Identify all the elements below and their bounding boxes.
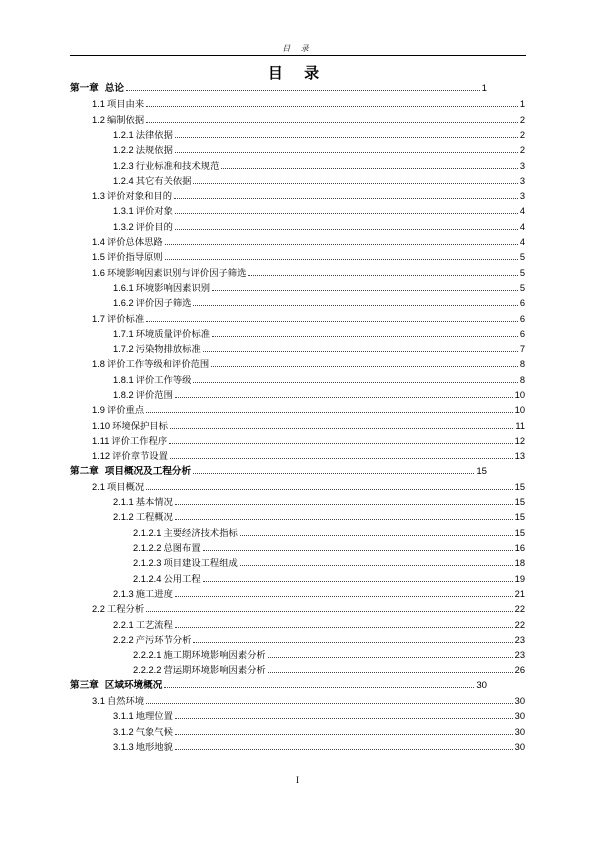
- toc-entry-page: 15: [514, 481, 525, 492]
- toc-entry-number: 1.1: [92, 99, 105, 110]
- toc-entry-title: 评价指导原则: [106, 252, 163, 264]
- toc-entry[interactable]: [92, 403, 525, 417]
- toc-entry[interactable]: [92, 694, 525, 708]
- dot-leader: [175, 749, 513, 750]
- toc-entry-page: 8: [519, 374, 525, 385]
- toc-entry[interactable]: [92, 312, 525, 326]
- dot-leader: [126, 90, 480, 91]
- dot-leader: [146, 412, 513, 413]
- toc-entry-title: 法律依据: [135, 129, 173, 141]
- toc-entry[interactable]: [113, 510, 525, 524]
- toc-entry-title: 环境质量评价标准: [135, 328, 211, 340]
- toc-entry-page: 13: [514, 451, 525, 462]
- toc-entry-number: 1.9: [92, 405, 105, 416]
- toc-entry[interactable]: [133, 648, 525, 662]
- dot-leader: [146, 321, 518, 322]
- toc-entry-page: 4: [519, 206, 525, 217]
- toc-entry[interactable]: [113, 174, 525, 188]
- toc-entry-title: 评价工作程序: [111, 435, 168, 447]
- toc-entry-page: 21: [514, 588, 525, 599]
- toc-entry-title: 工艺流程: [135, 619, 173, 631]
- toc-entry[interactable]: [92, 602, 525, 616]
- toc-entry[interactable]: [133, 572, 525, 586]
- toc-entry[interactable]: [113, 740, 525, 754]
- toc-entry-page: 30: [476, 679, 487, 691]
- toc-entry-number: 2.2.1: [113, 619, 134, 630]
- toc-entry-number: 2.2: [92, 604, 105, 615]
- dot-leader: [212, 290, 518, 291]
- toc-entry[interactable]: [92, 266, 525, 280]
- toc-entry-number: 3.1.3: [113, 741, 134, 752]
- toc-entry-title: 评价标准: [106, 313, 145, 325]
- toc-entry-title: 评价因子筛选: [135, 298, 192, 310]
- toc-entry-page: 6: [519, 313, 525, 324]
- toc-entry[interactable]: [92, 434, 525, 448]
- toc-entry[interactable]: [133, 663, 525, 677]
- toc-entry-page: 10: [514, 390, 525, 400]
- dot-leader: [268, 672, 513, 673]
- toc-entry-page: 26: [514, 665, 525, 676]
- toc-chapter-entry[interactable]: [70, 465, 487, 479]
- toc-entry[interactable]: [133, 556, 525, 570]
- dot-leader: [193, 305, 517, 306]
- toc-chapter-entry[interactable]: [70, 82, 487, 96]
- toc-entry-number: 第二章: [70, 465, 99, 477]
- toc-entry-number: 2.2.2: [113, 634, 134, 645]
- toc-entry[interactable]: [113, 388, 525, 402]
- toc-entry[interactable]: [92, 189, 525, 203]
- toc-entry-number: 2.1: [92, 481, 105, 492]
- toc-entry-title: 编制依据: [106, 114, 145, 126]
- toc-entry-page: 15: [514, 512, 525, 523]
- toc-entry-title: 评价重点: [106, 405, 145, 417]
- toc-entry-page: 6: [519, 328, 525, 339]
- dot-leader: [169, 443, 512, 444]
- toc-entry-title: 污染物排放标准: [135, 344, 201, 356]
- toc-entry[interactable]: [113, 220, 525, 234]
- toc-entry[interactable]: [113, 281, 525, 295]
- toc-entry-title: 产污环节分析: [135, 634, 192, 646]
- toc-entry-number: 3.1: [92, 696, 105, 706]
- dot-leader: [175, 596, 513, 597]
- toc-entry-page: 22: [514, 604, 525, 615]
- toc-entry-number: 2.2.2.1: [133, 650, 162, 661]
- toc-entry-title: 评价章节设置: [112, 451, 168, 463]
- toc-entry-number: 2.1.1: [113, 497, 134, 508]
- toc-entry-title: 评价对象和目的: [106, 191, 173, 203]
- toc-entry-number: 1.12: [92, 451, 111, 462]
- toc-entry-title: 评价对象: [135, 206, 173, 218]
- toc-entry-number: 1.7.1: [113, 328, 134, 339]
- dot-leader: [146, 106, 518, 107]
- toc-entry-title: 总图布置: [163, 543, 201, 554]
- toc-entry-page: 4: [519, 221, 525, 232]
- toc-title: 目 录: [267, 64, 328, 82]
- toc-entry-title: 主要经济技术指标: [163, 527, 238, 539]
- dot-leader: [175, 504, 513, 505]
- dot-leader: [170, 428, 513, 429]
- dot-leader: [175, 137, 518, 138]
- toc-entry-page: 5: [519, 252, 525, 263]
- toc-entry-title: 施工期环境影响因素分析: [163, 650, 266, 662]
- toc-entry-number: 1.6: [92, 267, 105, 278]
- toc-entry[interactable]: [113, 725, 525, 739]
- toc-entry-title: 评价范围: [135, 390, 173, 401]
- toc-entry-page: 30: [514, 741, 525, 752]
- dot-leader: [165, 259, 518, 260]
- toc-entry-number: 1.2.2: [113, 145, 134, 156]
- toc-chapter-entry[interactable]: [70, 679, 487, 693]
- toc-entry-title: 评价工作等级和评价范围: [106, 359, 210, 371]
- toc-entry-page: 5: [519, 282, 525, 293]
- toc-entry-number: 1.6.2: [113, 298, 134, 309]
- dot-leader: [212, 336, 518, 337]
- toc-entry-number: 3.1.1: [113, 711, 134, 722]
- toc-entry-title: 营运期环境影响因素分析: [163, 665, 266, 677]
- dot-leader: [175, 213, 518, 214]
- toc-entry-title: 自然环境: [106, 696, 145, 707]
- toc-entry-number: 1.6.1: [113, 282, 134, 293]
- toc-entry[interactable]: [92, 449, 525, 463]
- dot-leader: [203, 581, 513, 582]
- toc-entry[interactable]: [113, 128, 525, 142]
- toc-entry-number: 1.3.1: [113, 206, 134, 217]
- toc-entry-number: 1.8.1: [113, 374, 134, 385]
- toc-entry-page: 3: [519, 175, 525, 186]
- dot-leader: [146, 703, 513, 704]
- toc-entry-page: 18: [514, 558, 525, 569]
- dot-leader: [193, 183, 517, 184]
- toc-entry[interactable]: [113, 373, 525, 387]
- toc-entry-page: 5: [519, 267, 525, 278]
- toc-entry-page: 15: [476, 465, 487, 477]
- toc-entry-title: 项目概况: [106, 481, 145, 493]
- toc-entry-page: 2: [519, 145, 525, 156]
- toc-entry-number: 2.1.2.4: [133, 573, 162, 584]
- dot-leader: [175, 734, 513, 735]
- toc-entry-number: 第一章: [70, 83, 99, 94]
- toc-entry-number: 1.11: [92, 435, 110, 446]
- toc-entry-title: 施工进度: [135, 588, 173, 600]
- toc-entry-page: 22: [514, 619, 525, 630]
- dot-leader: [165, 244, 518, 245]
- dot-leader: [164, 687, 474, 688]
- dot-leader: [240, 565, 513, 566]
- toc-entry-title: 评价总体思路: [106, 237, 163, 248]
- toc-entry[interactable]: [113, 618, 525, 632]
- toc-entry-number: 2.1.2.1: [133, 527, 162, 538]
- dot-leader: [146, 122, 518, 123]
- dot-leader: [175, 229, 518, 230]
- toc-entry-title: 环境保护目标: [112, 420, 168, 432]
- toc-entry-page: 11: [515, 420, 525, 431]
- toc-entry-page: 7: [519, 344, 525, 355]
- toc-entry-number: 1.2: [92, 114, 105, 125]
- toc-entry[interactable]: [113, 633, 525, 647]
- toc-entry-title: 评价目的: [135, 221, 173, 233]
- dot-leader: [170, 458, 513, 459]
- toc-entry[interactable]: [113, 709, 525, 723]
- dot-leader: [193, 642, 512, 643]
- toc-entry[interactable]: [92, 357, 525, 371]
- toc-entry-title: 项目由来: [106, 99, 145, 111]
- header-rule: [70, 55, 526, 56]
- dot-leader: [203, 351, 518, 352]
- toc-entry-page: 23: [514, 650, 525, 661]
- toc-entry-title: 项目建设工程组成: [163, 558, 238, 570]
- toc-entry[interactable]: [133, 526, 525, 540]
- toc-entry-page: 19: [514, 573, 525, 584]
- toc-entry-number: 1.2.1: [113, 129, 134, 140]
- toc-entry-title: 地形地貌: [135, 741, 173, 753]
- toc-entry-number: 1.8.2: [113, 390, 134, 400]
- toc-entry-number: 2.1.2: [113, 512, 134, 523]
- toc-entry-page: 8: [519, 359, 525, 370]
- toc-entry-title: 工程概况: [135, 512, 173, 524]
- dot-leader: [211, 366, 518, 367]
- toc-entry-page: 3: [519, 191, 525, 202]
- toc-entry-number: 1.5: [92, 252, 105, 263]
- toc-entry[interactable]: [113, 296, 525, 310]
- dot-leader: [240, 535, 513, 536]
- toc-entry-title: 法规依据: [135, 145, 173, 157]
- toc-entry-title: 总论: [104, 83, 124, 94]
- toc-entry-title: 气象气候: [135, 726, 173, 738]
- toc-entry-title: 工程分析: [106, 604, 145, 616]
- dot-leader: [146, 489, 513, 490]
- toc-entry-number: 1.2.3: [113, 160, 134, 171]
- toc-entry[interactable]: [92, 419, 525, 433]
- toc-entry-number: 1.8: [92, 359, 105, 370]
- toc-entry-page: 1: [519, 99, 525, 110]
- toc-entry-page: 12: [514, 435, 525, 446]
- toc-entry-number: 1.2.4: [113, 175, 134, 186]
- dot-leader: [193, 382, 517, 383]
- toc-entry-number: 2.1.2.2: [133, 543, 162, 553]
- toc-entry[interactable]: [113, 587, 525, 601]
- toc-entry-title: 环境影响因素识别与评价因子筛选: [106, 267, 247, 279]
- toc-entry-number: 第三章: [70, 679, 99, 691]
- toc-entry-number: 3.1.2: [113, 726, 134, 737]
- toc-entry[interactable]: [92, 250, 525, 264]
- toc-entry-page: 3: [519, 160, 525, 171]
- toc-entry[interactable]: [92, 113, 525, 127]
- toc-entry[interactable]: [113, 159, 525, 173]
- toc-entry-number: 1.3.2: [113, 221, 134, 232]
- toc-entry[interactable]: [113, 143, 525, 157]
- dot-leader: [221, 168, 517, 169]
- toc-entry-page: 15: [514, 497, 525, 508]
- toc-entry-page: 30: [514, 696, 525, 706]
- toc-entry-number: 1.4: [92, 237, 105, 247]
- dot-leader: [248, 275, 517, 276]
- toc-entry-page: 1: [481, 83, 487, 94]
- dot-leader: [175, 718, 513, 719]
- toc-entry-page: 15: [514, 527, 525, 538]
- toc-entry-title: 区域环境概况: [104, 679, 163, 691]
- toc-entry-page: 23: [514, 634, 525, 645]
- toc-entry-title: 基本情况: [135, 497, 173, 509]
- toc-entry-number: 1.3: [92, 191, 105, 202]
- dot-leader: [146, 611, 513, 612]
- page-number: I: [296, 775, 299, 785]
- toc-entry[interactable]: [113, 204, 525, 218]
- toc-entry-page: 30: [514, 726, 525, 737]
- toc-entry-page: 16: [514, 543, 525, 553]
- dot-leader: [175, 627, 513, 628]
- toc-entry[interactable]: [113, 342, 525, 356]
- dot-leader: [175, 519, 513, 520]
- toc-entry[interactable]: [92, 235, 525, 249]
- dot-leader: [268, 657, 513, 658]
- toc-entry-page: 30: [514, 711, 525, 722]
- toc-entry-title: 项目概况及工程分析: [104, 465, 192, 477]
- dot-leader: [175, 397, 513, 398]
- toc-entry[interactable]: [113, 495, 525, 509]
- toc-entry-number: 2.2.2.2: [133, 665, 162, 676]
- toc-entry-title: 评价工作等级: [135, 374, 192, 386]
- toc-entry-title: 地理位置: [135, 711, 173, 723]
- toc-entry-title: 其它有关依据: [135, 175, 192, 187]
- toc-entry-number: 1.7: [92, 313, 105, 324]
- toc-entry-number: 1.10: [92, 420, 111, 431]
- toc-entry[interactable]: [133, 541, 525, 555]
- toc-entry-title: 环境影响因素识别: [135, 282, 211, 294]
- toc-entry-page: 2: [519, 114, 525, 125]
- toc-entry-page: 4: [519, 237, 525, 247]
- dot-leader: [203, 550, 513, 551]
- toc-entry-title: 行业标准和技术规范: [135, 160, 220, 172]
- toc-entry-page: 2: [519, 129, 525, 140]
- toc-entry-page: 10: [514, 405, 525, 416]
- dot-leader: [193, 473, 474, 474]
- toc-entry[interactable]: [92, 97, 525, 111]
- toc-entry[interactable]: [92, 480, 525, 494]
- dot-leader: [175, 152, 518, 153]
- toc-entry-number: 1.7.2: [113, 344, 134, 355]
- toc-entry-title: 公用工程: [163, 573, 201, 585]
- toc-entry-number: 2.1.2.3: [133, 558, 162, 569]
- toc-entry[interactable]: [113, 327, 525, 341]
- toc-entry-page: 6: [519, 298, 525, 309]
- toc-entry-number: 2.1.3: [113, 588, 134, 599]
- dot-leader: [174, 198, 518, 199]
- running-header: 目 录: [282, 44, 313, 53]
